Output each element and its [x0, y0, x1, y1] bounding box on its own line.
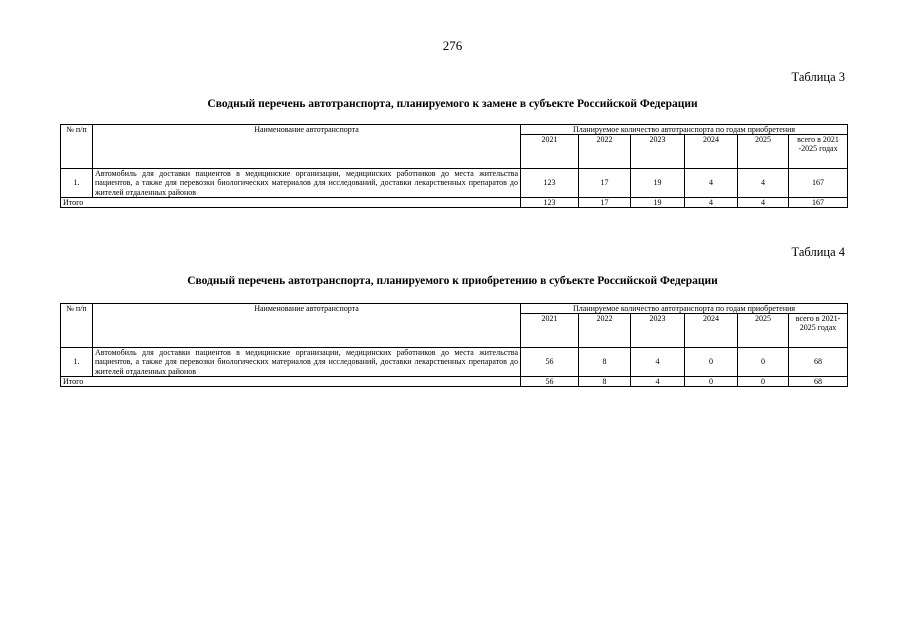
- header-year: 2025: [738, 314, 789, 348]
- row-name: Автомобиль для доставки пациентов в медицинские организации, медицинских работников до места жительства пациентов, а также для перевозки биологических материалов для исследований, доставки лекарственных препаратов до жителей отдаленных районов: [93, 169, 521, 198]
- table-row: [61, 169, 848, 198]
- row-value: 56: [521, 348, 579, 377]
- row-value: 4: [631, 348, 685, 377]
- row-num: 1.: [61, 348, 93, 377]
- itogo-value: 4: [738, 197, 789, 207]
- itogo-row: [61, 376, 848, 386]
- row-value: 0: [738, 348, 789, 377]
- itogo-value: 123: [521, 197, 579, 207]
- itogo-value: 8: [579, 376, 631, 386]
- header-name: Наименование автотранспорта: [93, 304, 521, 348]
- itogo-total: 68: [789, 376, 848, 386]
- table-3: [60, 124, 848, 208]
- row-value: 17: [579, 169, 631, 198]
- header-planned: Планируемое количество автотранспорта по годам приобретения: [521, 125, 848, 135]
- itogo-row: [61, 197, 848, 207]
- header-total: всего в 2021-2025 годах: [789, 314, 848, 348]
- table-3-title: Сводный перечень автотранспорта, планируемого к замене в субъекте Российской Федерации: [207, 98, 698, 110]
- itogo-value: 17: [579, 197, 631, 207]
- row-value: 4: [738, 169, 789, 198]
- row-total: 68: [789, 348, 848, 377]
- header-total: всего в 2021 -2025 годах: [789, 135, 848, 169]
- table-3-label: Таблица 3: [791, 70, 845, 84]
- header-year: 2023: [631, 314, 685, 348]
- row-name: Автомобиль для доставки пациентов в медицинские организации, медицинских работников до места жительства пациентов, а также для перевозки биологических материалов для исследований, доставки лекарственных препаратов до жителей отдаленных районов: [93, 348, 521, 377]
- itogo-value: 4: [631, 376, 685, 386]
- itogo-value: 0: [738, 376, 789, 386]
- header-planned: Планируемое количество автотранспорта по годам приобретения: [521, 304, 848, 314]
- row-value: 19: [631, 169, 685, 198]
- header-year: 2022: [579, 135, 631, 169]
- row-value: 4: [685, 169, 738, 198]
- header-num: № п/п: [61, 125, 93, 169]
- itogo-value: 4: [685, 197, 738, 207]
- table-row: [61, 348, 848, 377]
- row-value: 0: [685, 348, 738, 377]
- table-4-title: Сводный перечень автотранспорта, планируемого к приобретению в субъекте Российской Федерации: [187, 275, 718, 287]
- header-year: 2023: [631, 135, 685, 169]
- row-total: 167: [789, 169, 848, 198]
- itogo-label: Итого: [61, 197, 521, 207]
- row-num: 1.: [61, 169, 93, 198]
- header-year: 2021: [521, 314, 579, 348]
- itogo-value: 0: [685, 376, 738, 386]
- page-number: 276: [442, 38, 463, 53]
- header-year: 2025: [738, 135, 789, 169]
- header-year: 2021: [521, 135, 579, 169]
- row-value: 8: [579, 348, 631, 377]
- itogo-label: Итого: [61, 376, 521, 386]
- header-num: № п/п: [61, 304, 93, 348]
- row-value: 123: [521, 169, 579, 198]
- itogo-value: 19: [631, 197, 685, 207]
- itogo-value: 56: [521, 376, 579, 386]
- header-year: 2022: [579, 314, 631, 348]
- table-4: [60, 303, 848, 387]
- header-name: Наименование автотранспорта: [93, 125, 521, 169]
- header-year: 2024: [685, 314, 738, 348]
- itogo-total: 167: [789, 197, 848, 207]
- table-4-label: Таблица 4: [791, 245, 845, 259]
- header-year: 2024: [685, 135, 738, 169]
